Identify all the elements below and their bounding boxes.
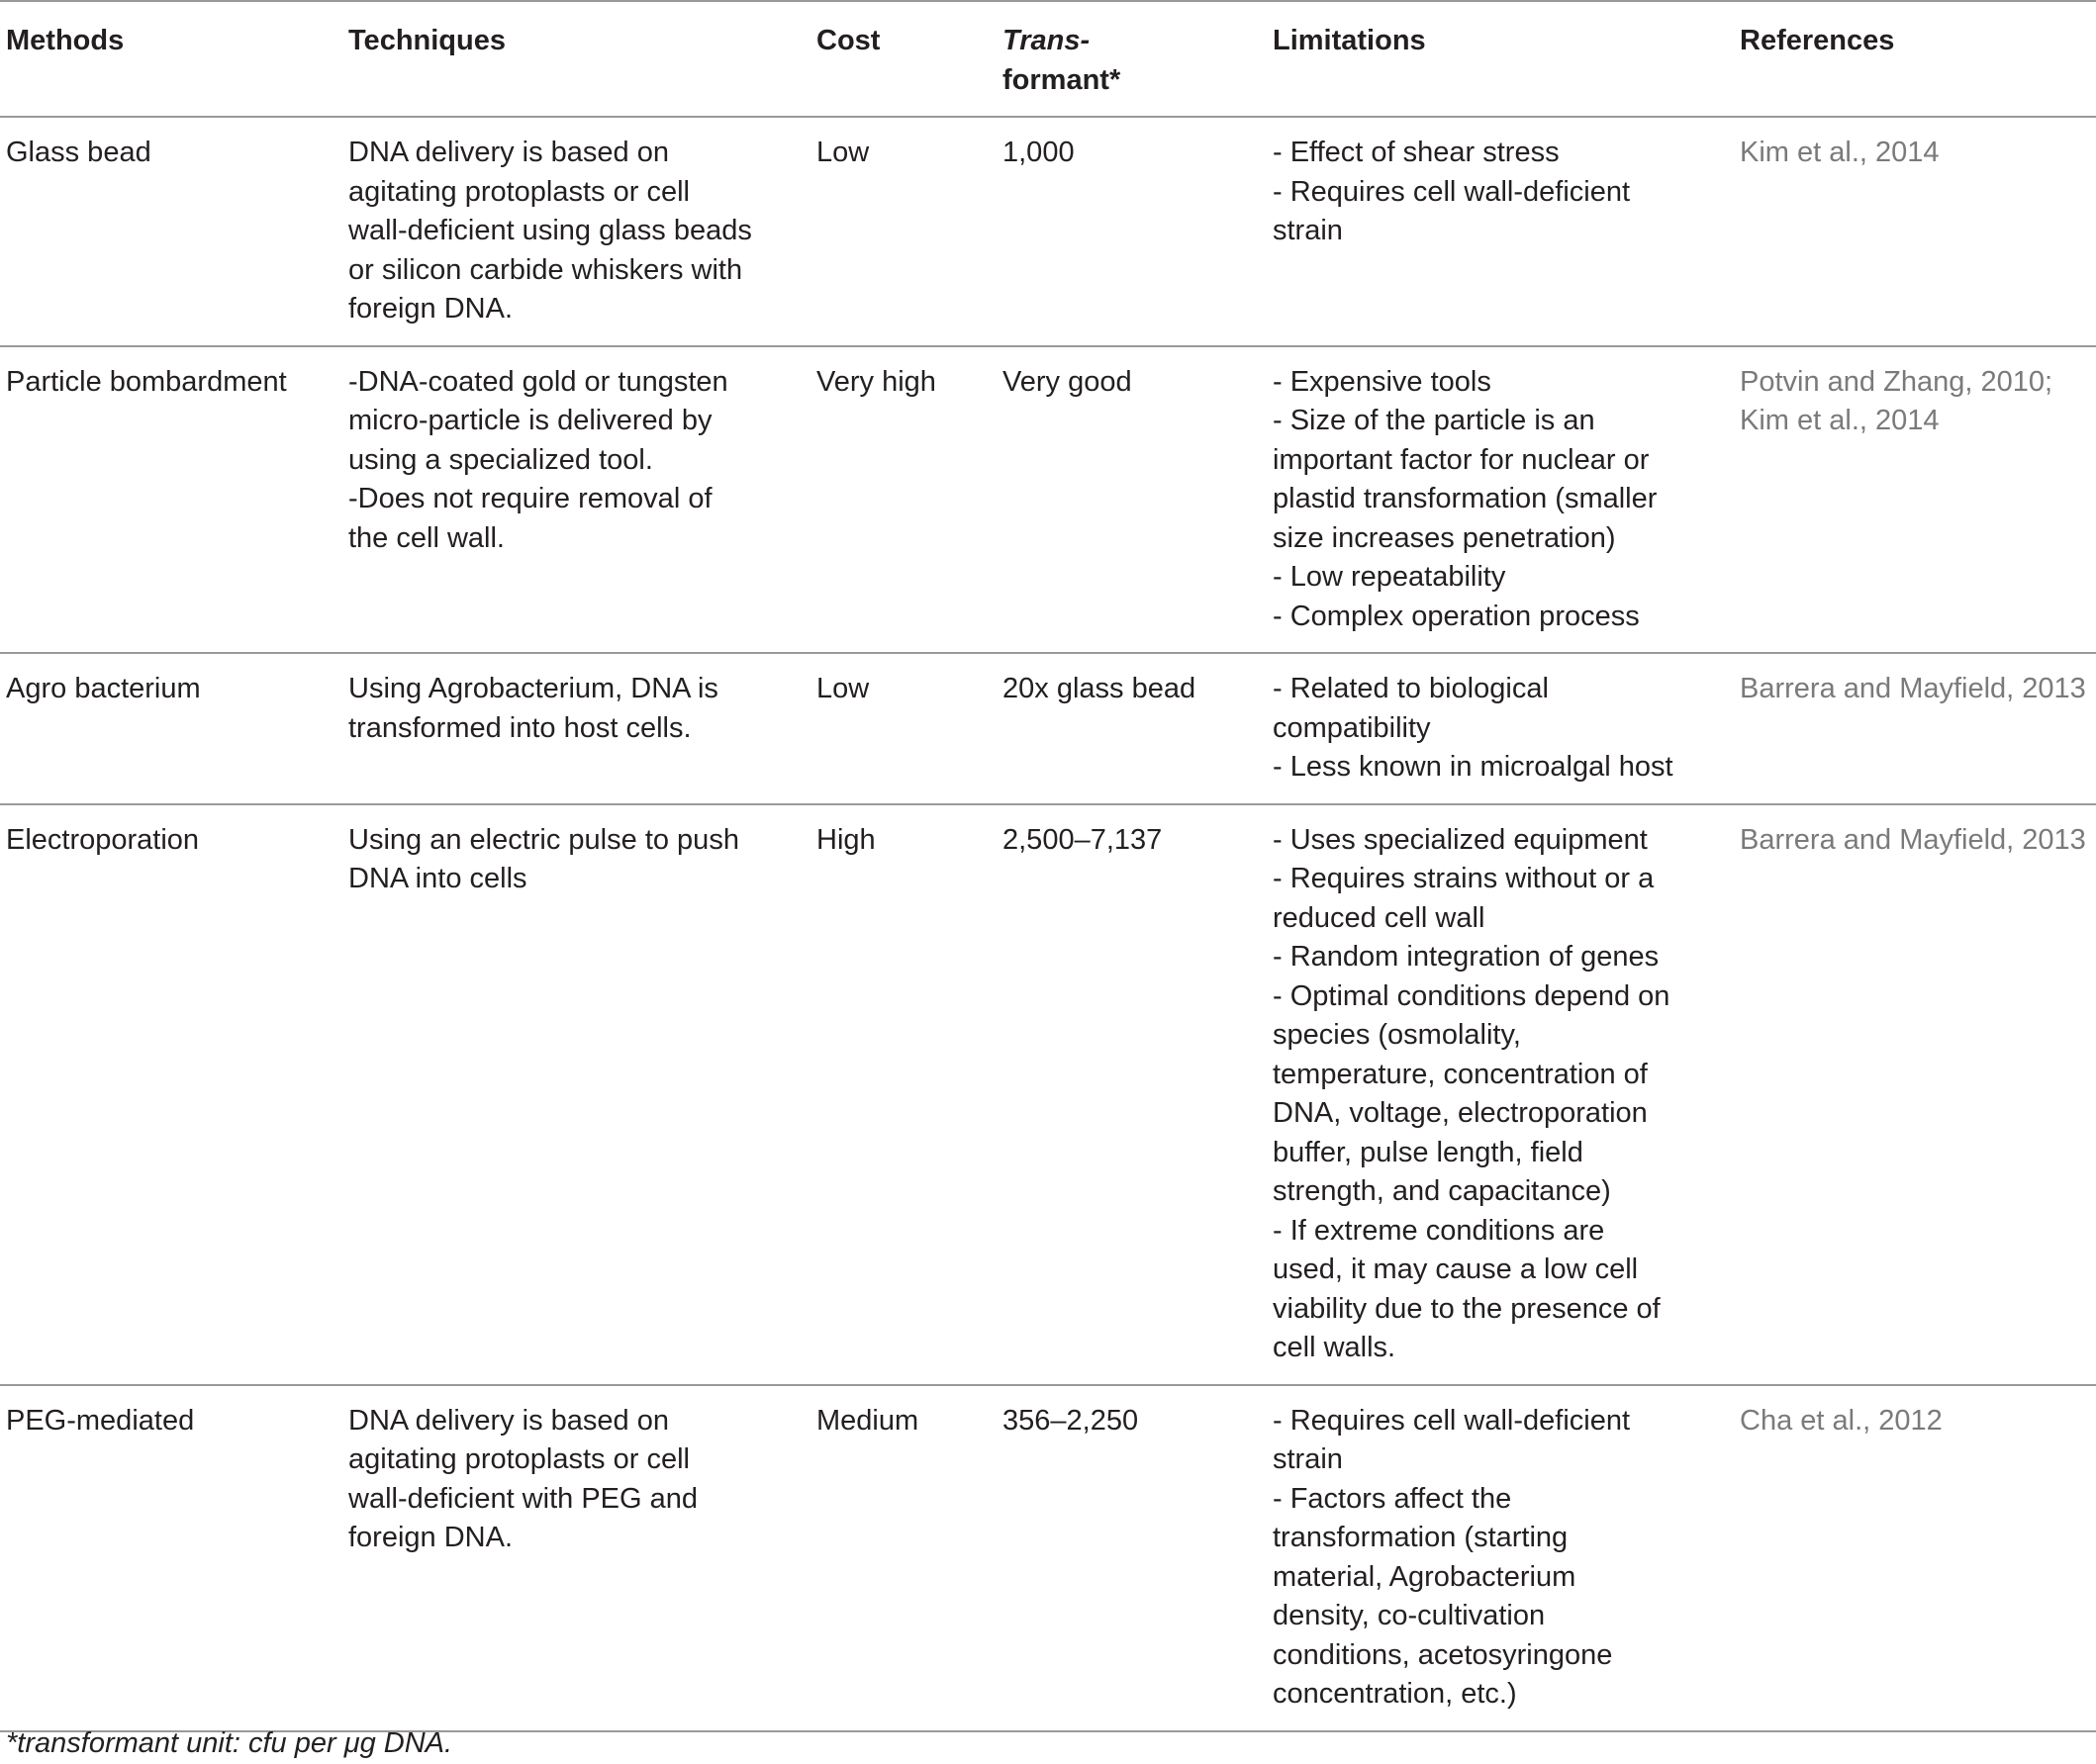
cell-technique-line: or silicon carbide whiskers with (348, 253, 743, 286)
cell-technique-line: agitating protoplasts or cell (348, 1443, 690, 1475)
cell-limitations (1273, 117, 1740, 346)
cell-limitations-line: - Low repeatability (1273, 561, 1506, 593)
cell-limitations-line: - Optimal conditions depend on (1273, 979, 1670, 1012)
table-row (0, 653, 2096, 804)
cell-method: Electroporation (6, 823, 200, 856)
cell-limitations-line: buffer, pulse length, field (1273, 1136, 1583, 1168)
cell-limitations (1273, 804, 1740, 1385)
cell-cost: High (816, 823, 876, 856)
header-cost: Cost (816, 25, 881, 56)
cell-limitations-line: - Related to biological (1273, 673, 1549, 704)
table-row (0, 117, 2096, 346)
cell-limitations-line: - Requires cell wall-deficient (1273, 1404, 1631, 1437)
cell-technique (348, 117, 816, 346)
table-row (0, 346, 2096, 654)
table-row (0, 1385, 2096, 1731)
cell-limitations-line: - Effect of shear stress (1273, 137, 1560, 168)
cell-limitations-line: species (osmolality, (1273, 1019, 1521, 1051)
header-techniques: Techniques (348, 25, 506, 56)
cell-limitations-line: material, Agrobacterium (1273, 1560, 1576, 1593)
cell-limitations-line: - Requires cell wall-deficient (1273, 175, 1631, 208)
cell-references (1740, 804, 2096, 1385)
header-methods: Methods (6, 25, 125, 56)
cell-technique-line: wall-deficient using glass beads (348, 215, 752, 246)
cell-references (1740, 653, 2096, 804)
cell-limitations-line: size increases penetration) (1273, 521, 1616, 554)
cell-limitations-line: strength, and capacitance) (1273, 1175, 1611, 1207)
table-row (0, 804, 2096, 1385)
cell-technique-line: DNA delivery is based on (348, 137, 669, 168)
cell-references (1740, 346, 2096, 654)
cell-technique-line: foreign DNA. (348, 1522, 514, 1553)
cell-technique (348, 1385, 816, 1731)
cell-technique-line: -Does not require removal of (348, 483, 713, 514)
cell-limitations-line: compatibility (1273, 711, 1431, 744)
cell-method: Particle bombardment (6, 365, 287, 398)
cell-limitations-line: important factor for nuclear or (1273, 443, 1650, 476)
header-transformant (1002, 1, 1273, 117)
cell-method: PEG-mediated (6, 1404, 195, 1437)
cell-limitations-line: used, it may cause a low cell (1273, 1253, 1639, 1285)
cell-technique-line: Using Agrobacterium, DNA is (348, 673, 718, 704)
cell-limitations-line: viability due to the presence of (1273, 1292, 1661, 1325)
cell-limitations (1273, 653, 1740, 804)
table-header-row (0, 1, 2096, 117)
cell-technique-line: Using an electric pulse to push (348, 823, 739, 856)
cell-technique-line: micro-particle is delivered by (348, 405, 713, 436)
cell-references-line: Kim et al., 2014 (1740, 137, 1940, 168)
cell-technique-line: transformed into host cells. (348, 711, 692, 744)
cell-limitations-line: - Expensive tools (1273, 365, 1491, 398)
cell-limitations-line: temperature, concentration of (1273, 1058, 1648, 1090)
cell-transformant: 1,000 (1002, 137, 1075, 168)
cell-limitations-line: concentration, etc.) (1273, 1678, 1517, 1710)
cell-technique-line: DNA into cells (348, 863, 527, 894)
cell-transformant: 2,500–7,137 (1002, 823, 1163, 856)
cell-limitations-line: DNA, voltage, electroporation (1273, 1097, 1648, 1129)
table-footnote: *transformant unit: cfu per μg DNA. (6, 1727, 453, 1759)
cell-limitations-line: strain (1273, 1443, 1343, 1475)
header-transformant-rest: formant* (1002, 63, 1121, 96)
cell-transformant: 356–2,250 (1002, 1404, 1139, 1437)
cell-technique (348, 653, 816, 804)
cell-limitations-line: - If extreme conditions are (1273, 1214, 1605, 1247)
cell-limitations-line: density, co-cultivation (1273, 1600, 1546, 1631)
cell-transformant: Very good (1002, 365, 1132, 398)
cell-limitations-line: - Random integration of genes (1273, 941, 1660, 973)
cell-technique-line: DNA delivery is based on (348, 1404, 669, 1437)
cell-limitations-line: - Factors affect the (1273, 1482, 1512, 1515)
cell-limitations (1273, 1385, 1740, 1731)
cell-technique-line: agitating protoplasts or cell (348, 175, 690, 208)
cell-transformant: 20x glass bead (1002, 673, 1196, 704)
cell-limitations-line: - Requires strains without or a (1273, 863, 1655, 894)
cell-cost: Medium (816, 1404, 919, 1437)
cell-technique-line: foreign DNA. (348, 293, 514, 325)
cell-references-line: Kim et al., 2014 (1740, 405, 1940, 436)
cell-technique-line: wall-deficient with PEG and (348, 1482, 698, 1515)
cell-references (1740, 117, 2096, 346)
cell-limitations-line: strain (1273, 215, 1343, 246)
cell-technique-line: using a specialized tool. (348, 443, 653, 476)
cell-limitations-line: transformation (starting (1273, 1522, 1569, 1553)
cell-limitations (1273, 346, 1740, 654)
cell-references (1740, 1385, 2096, 1731)
cell-references-line: Barrera and Mayfield, 2013 (1740, 673, 2086, 704)
cell-cost: Very high (816, 365, 936, 398)
cell-limitations-line: - Complex operation process (1273, 600, 1640, 632)
cell-limitations-line: plastid transformation (smaller (1273, 483, 1658, 514)
header-limitations: Limitations (1273, 25, 1426, 56)
cell-cost: Low (816, 137, 870, 168)
cell-limitations-line: - Uses specialized equipment (1273, 823, 1648, 856)
cell-limitations-line: reduced cell wall (1273, 901, 1485, 934)
cell-references-line: Potvin and Zhang, 2010; (1740, 365, 2053, 398)
cell-limitations-line: - Less known in microalgal host (1273, 751, 1673, 783)
header-transformant-italic: Trans- (1002, 25, 1091, 56)
cell-references-line: Cha et al., 2012 (1740, 1404, 1943, 1437)
table-body (0, 117, 2096, 1731)
cell-references-line: Barrera and Mayfield, 2013 (1740, 823, 2086, 856)
cell-cost: Low (816, 673, 870, 704)
cell-method: Agro bacterium (6, 673, 201, 704)
cell-technique-line: -DNA-coated gold or tungsten (348, 365, 728, 398)
cell-method: Glass bead (6, 137, 151, 168)
cell-limitations-line: - Size of the particle is an (1273, 405, 1595, 436)
cell-limitations-line: conditions, acetosyringone (1273, 1638, 1613, 1671)
header-references: References (1740, 25, 1895, 56)
cell-technique (348, 804, 816, 1385)
cell-technique (348, 346, 816, 654)
cell-technique-line: the cell wall. (348, 521, 505, 554)
cell-limitations-line: cell walls. (1273, 1332, 1396, 1363)
